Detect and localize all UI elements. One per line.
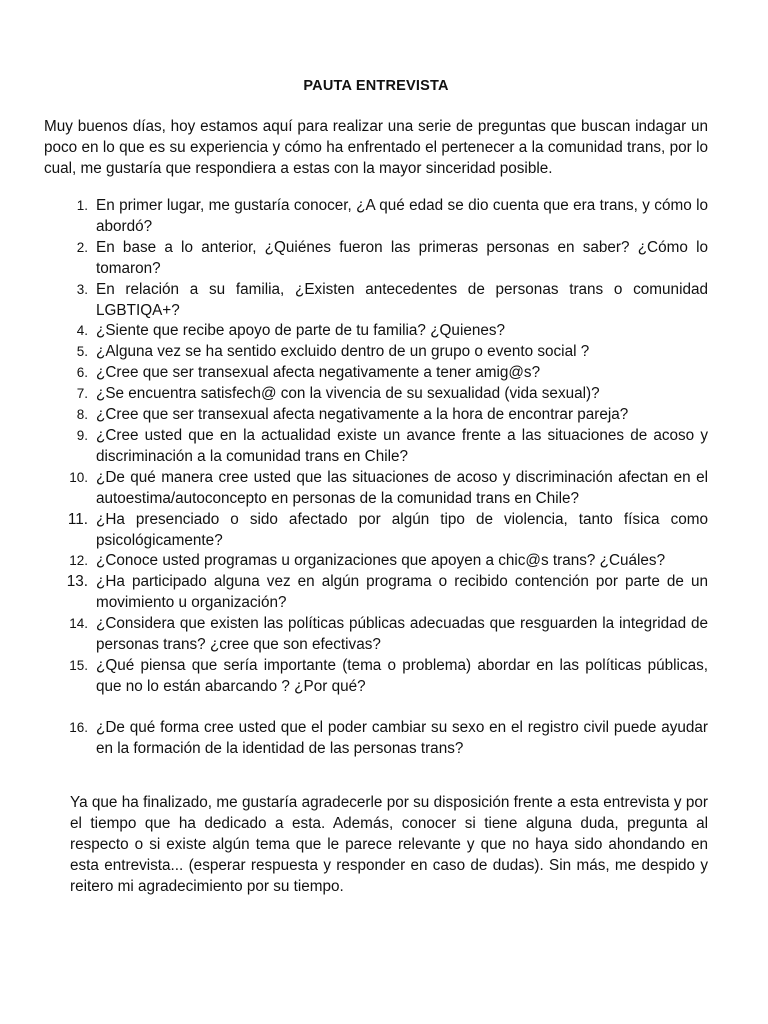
question-item (44, 551, 708, 572)
question-item (44, 572, 708, 614)
intro-paragraph: Muy buenos días, hoy estamos aquí para realizar una serie de preguntas que buscan indagar un poco en lo que es su experiencia y cómo ha enfrentado el pertenecer a la comunidad trans, por lo cual, me gustaría que respondiera a estas con la mayor sinceridad posible. (44, 118, 708, 177)
question-text: En relación a su familia, ¿Existen antecedentes de personas trans o comunidad LGBTIQA+? (96, 280, 708, 319)
document-title: PAUTA ENTREVISTA (303, 78, 449, 94)
question-item (44, 468, 708, 510)
question-item (44, 656, 708, 698)
question-item (44, 321, 708, 342)
question-text: ¿Siente que recibe apoyo de parte de tu familia? ¿Quienes? (96, 322, 506, 340)
question-number: 14. (69, 616, 88, 632)
question-number: 5. (76, 344, 88, 360)
question-text: ¿Se encuentra satisfech@ con la vivencia de su sexualidad (vida sexual)? (96, 385, 600, 403)
question-text: ¿De qué forma cree usted que el poder cambiar su sexo en el registro civil puede ayudar en la formación de la identidad de las personas trans? (96, 718, 708, 757)
question-text: ¿Conoce usted programas u organizaciones que apoyen a chic@s trans? ¿Cuáles? (96, 552, 666, 570)
question-number: 1. (76, 198, 88, 213)
question-item (44, 405, 708, 426)
question-number: 2. (76, 239, 88, 255)
question-item (44, 718, 708, 760)
question-item (44, 238, 708, 280)
question-number: 6. (76, 365, 88, 381)
question-text: ¿Cree que ser transexual afecta negativamente a la hora de encontrar pareja? (96, 406, 629, 424)
question-item (44, 614, 708, 656)
closing-paragraph: Ya que ha finalizado, me gustaría agradecerle por su disposición frente a esta entrevista y por el tiempo que ha dedicado a esta. Además, conocer si tiene alguna duda, pregunta al respecto o si existe algún tema que le parece relevante y que no haya sido ahondando en esta entrevista... (esperar respuesta y responder en caso de dudas). Sin más, me despido y reitero mi agradecimiento por su tiempo. (70, 794, 708, 895)
question-item (44, 363, 708, 384)
question-number: 3. (76, 281, 88, 297)
question-number: 13. (66, 573, 88, 591)
question-number: 16. (69, 719, 88, 735)
question-item (44, 196, 708, 238)
question-number: 15. (69, 657, 88, 673)
question-item (44, 510, 708, 552)
question-item (44, 280, 708, 322)
question-item (44, 426, 708, 468)
question-item (44, 384, 708, 405)
question-list (44, 196, 708, 760)
question-text: ¿Alguna vez se ha sentido excluido dentro de un grupo o evento social ? (96, 343, 590, 361)
question-item (44, 342, 708, 363)
question-number: 9. (76, 427, 88, 443)
question-text: ¿Ha presenciado o sido afectado por algún tipo de violencia, tanto física como psicológicamente? (96, 510, 708, 549)
question-number: 11. (67, 510, 88, 528)
question-text: En primer lugar, me gustaría conocer, ¿A qué edad se dio cuenta que era trans, y cómo lo abordó? (96, 197, 708, 235)
question-number: 10. (69, 469, 88, 485)
question-text: En base a lo anterior, ¿Quiénes fueron las primeras personas en saber? ¿Cómo lo tomaron? (96, 238, 708, 277)
question-text: ¿Qué piensa que sería importante (tema o problema) abordar en las políticas públicas, que no lo están abarcando ? ¿Por qué? (96, 656, 708, 695)
question-number: 7. (76, 386, 88, 402)
question-text: ¿De qué manera cree usted que las situaciones de acoso y discriminación afectan en el autoestima/autoconcepto en personas de la comunidad trans en Chile? (96, 468, 708, 507)
question-text: ¿Considera que existen las políticas públicas adecuadas que resguarden la integridad de personas trans? ¿cree que son efectivas? (96, 615, 708, 654)
question-number: 8. (76, 407, 88, 423)
question-number: 12. (69, 553, 88, 569)
question-text: ¿Cree que ser transexual afecta negativamente a tener amig@s? (96, 364, 541, 382)
question-text: ¿Cree usted que en la actualidad existe un avance frente a las situaciones de acoso y discriminación a la comunidad trans en Chile? (96, 426, 708, 465)
question-number: 4. (76, 323, 88, 339)
question-text: ¿Ha participado alguna vez en algún programa o recibido contención por parte de un movimiento u organización? (96, 573, 708, 612)
